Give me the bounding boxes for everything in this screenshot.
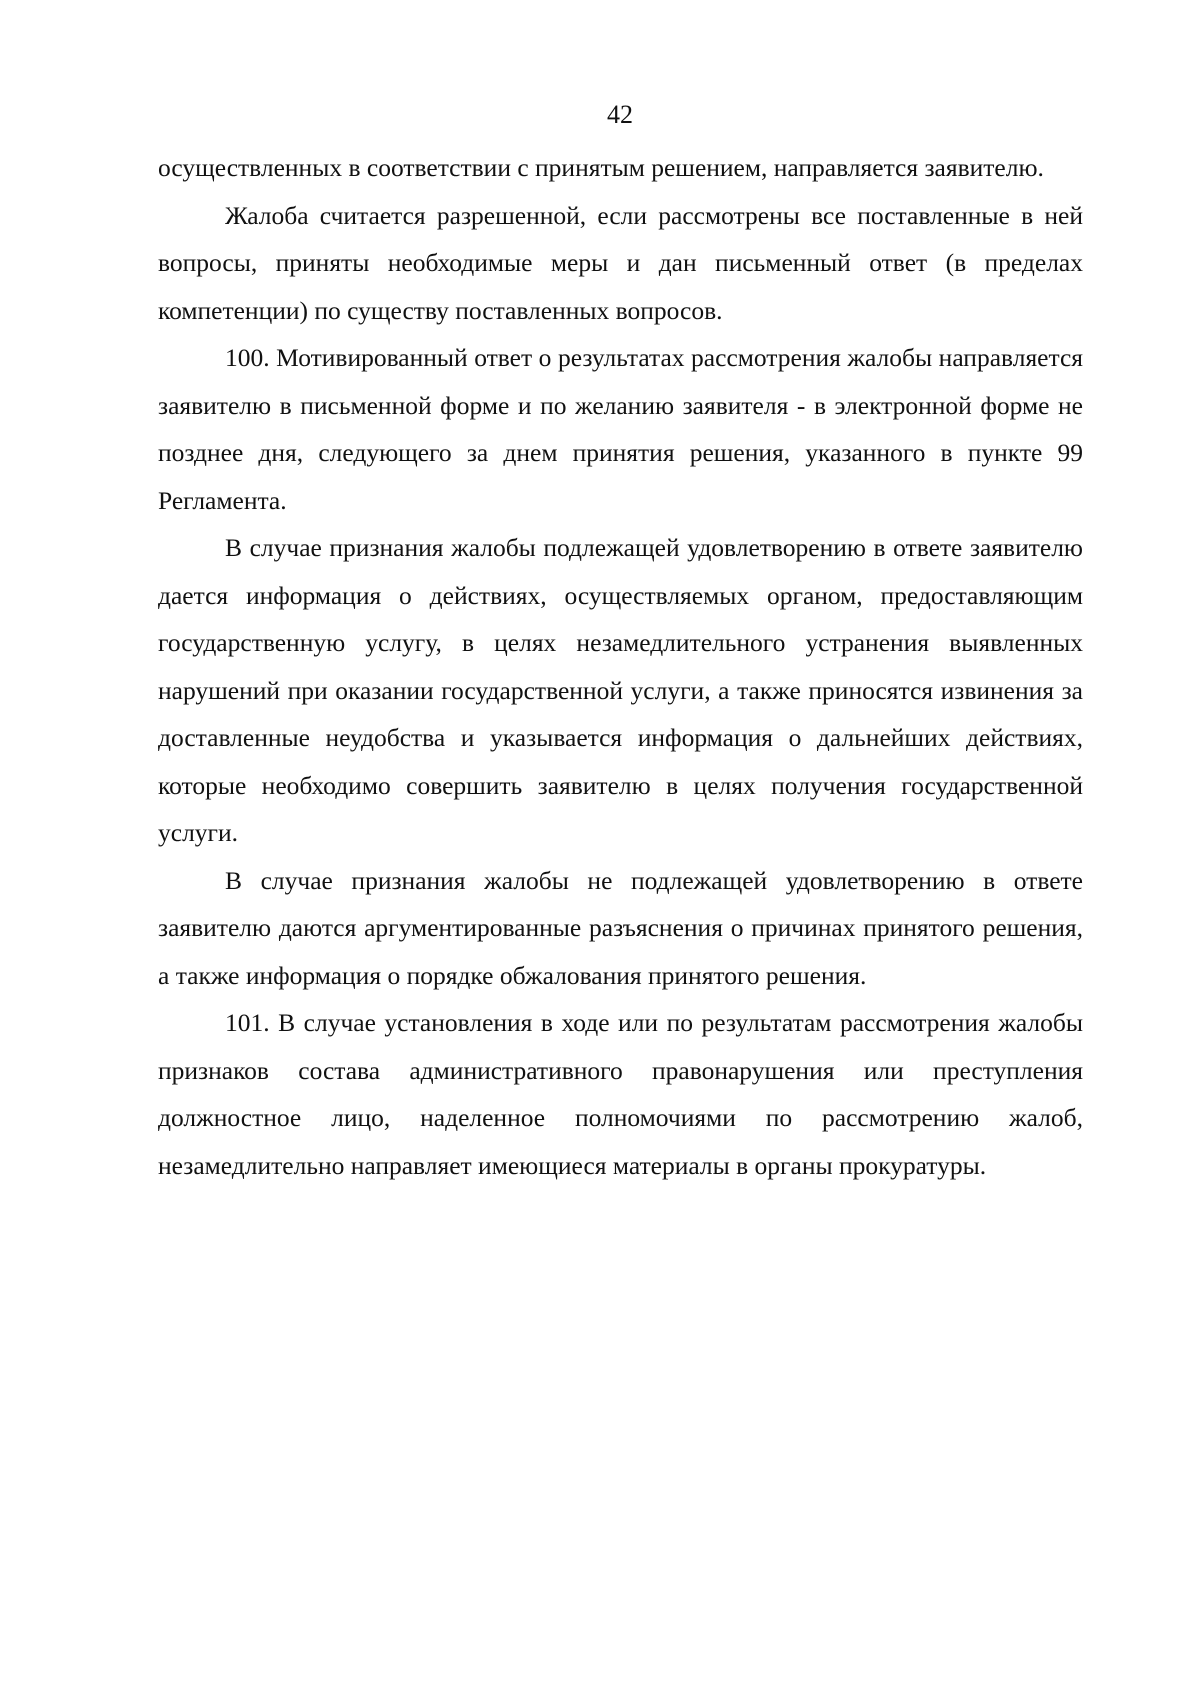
paragraph-complaint-not-satisfied: В случае признания жалобы не подлежащей удовлетворению в ответе заявителю даются аргументированные разъяснения о причинах принятого решения, а также информация о порядке обжалования принятого решения. xyxy=(158,865,1083,990)
document-body xyxy=(158,144,1083,1189)
page-number: 42 xyxy=(607,100,633,129)
paragraph-continuation: осуществленных в соответствии с принятым решением, направляется заявителю. xyxy=(158,153,1044,182)
paragraph-item-101: 101. В случае установления в ходе или по результатам рассмотрения жалобы признаков состава административного правонарушения или преступления должностное лицо, наделенное полномочиями по рассмотрению жалоб, незамедлительно направляет имеющиеся материалы в органы прокуратуры. xyxy=(158,1008,1083,1180)
paragraph-complaint-satisfied: В случае признания жалобы подлежащей удовлетворению в ответе заявителю дается информация о действиях, осуществляемых органом, предоставляющим государственную услугу, в целях незамедлительного устранения выявленных нарушений при оказании государственной услуги, а также приносятся извинения за доставленные неудобства и указывается информация о дальнейших действиях, которые необходимо совершить заявителю в целях получения государственной услуги. xyxy=(158,533,1083,847)
paragraph-item-100: 100. Мотивированный ответ о результатах рассмотрения жалобы направляется заявителю в письменной форме и по желанию заявителя - в электронной форме не позднее дня, следующего за днем принятия решения, указанного в пункте 99 Регламента. xyxy=(158,343,1083,515)
paragraph-complaint-resolved: Жалоба считается разрешенной, если рассмотрены все поставленные в ней вопросы, приняты необходимые меры и дан письменный ответ (в пределах компетенции) по существу поставленных вопросов. xyxy=(158,200,1083,325)
